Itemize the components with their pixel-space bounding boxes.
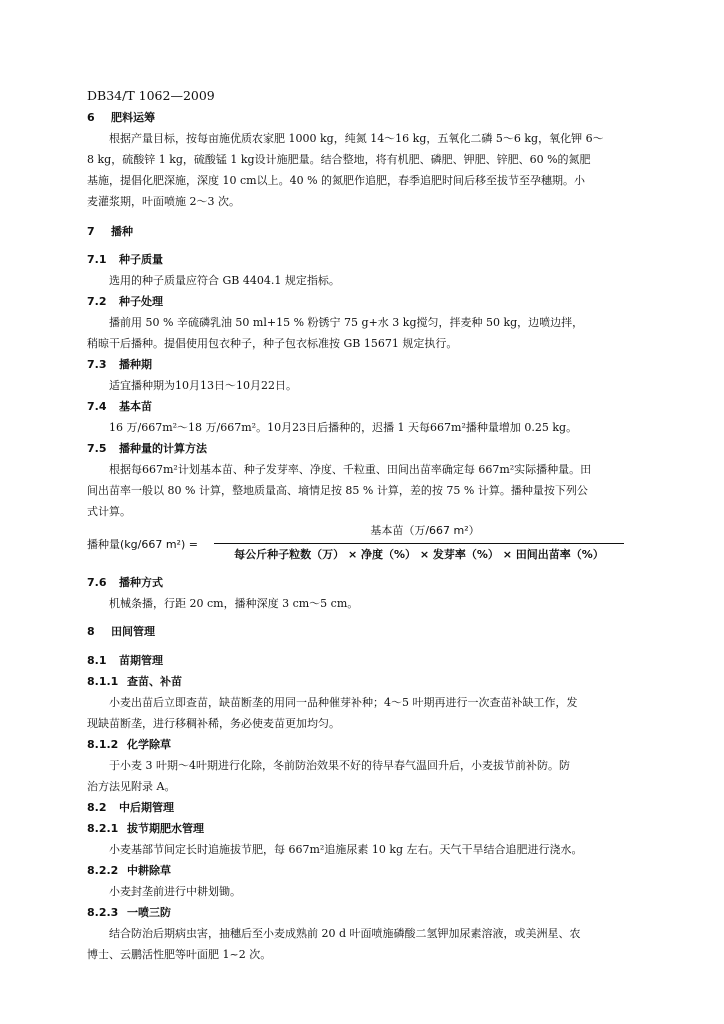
subsection-title: 种子处理 (119, 295, 163, 308)
paragraph-line: 选用的种子质量应符合 GB 4404.1 规定指标。 (109, 274, 340, 287)
paragraph-line: 于小麦 3 叶期～4叶期进行化除，冬前防治效果不好的待早春气温回升后，小麦拔节前补防。防 (109, 759, 570, 772)
paragraph-line: 麦灌浆期，叶面喷施 2～3 次。 (87, 195, 240, 208)
seeding-rate-formula (87, 522, 647, 568)
formula-numerator: 基本苗（万/667 m²） (370, 524, 480, 537)
subsection-heading (87, 249, 657, 270)
subsection-number: 8.2.1 (87, 822, 119, 835)
subsection-heading (87, 734, 657, 755)
subsection-title: 播种量的计算方法 (119, 442, 207, 455)
section-7-6 (87, 572, 657, 614)
subsection-heading (87, 797, 657, 818)
section-title: 田间管理 (111, 625, 155, 638)
paragraph-line: 16 万/667m²～18 万/667m²。10月23日后播种的，迟播 1 天每667m²播种量增加 0.25 kg。 (109, 421, 578, 434)
section-6 (87, 107, 657, 212)
paragraph-line: 式计算。 (87, 505, 131, 518)
section-number: 6 (87, 111, 95, 124)
subsection-title: 播种期 (119, 358, 152, 371)
subsection-heading (87, 671, 657, 692)
subsection-number: 7.1 (87, 253, 107, 266)
paragraph-line: 8 kg，硫酸锌 1 kg，硫酸锰 1 kg设计施肥量。结合整地，将有机肥、磷肥、钾肥、锌肥、60 %的氮肥 (87, 153, 591, 166)
formula-denominator: 每公斤种子粒数（万） × 净度（%） × 发芽率（%） × 田间出苗率（%） (234, 548, 604, 561)
standard-code: DB34/T 1062—2009 (87, 88, 215, 103)
paragraph-line: 间出苗率一般以 80 % 计算，整地质量高、墒情足按 85 % 计算，差的按 75 % 计算。播种量按下列公 (87, 484, 588, 497)
subsection-number: 7.3 (87, 358, 107, 371)
subsection-title: 播种方式 (119, 576, 163, 589)
fraction-bar (214, 543, 624, 544)
section-7 (87, 221, 657, 242)
subsection-title: 拔节期肥水管理 (127, 822, 204, 835)
subsection-number: 7.2 (87, 295, 107, 308)
formula-lhs: 播种量(kg/667 m²) = (87, 538, 198, 551)
subsection-heading (87, 354, 657, 375)
subsection-title: 种子质量 (119, 253, 163, 266)
paragraph-line: 基施，提倡化肥深施，深度 10 cm以上。40 % 的氮肥作追肥，春季追肥时间后移至拔节至孕穗期。小 (87, 174, 586, 187)
paragraph-line: 治方法见附录 A。 (87, 780, 176, 793)
subsection-number: 8.1.1 (87, 675, 119, 688)
section-7-1 (87, 249, 657, 522)
subsection-number: 7.6 (87, 576, 107, 589)
section-number: 7 (87, 225, 95, 238)
subsection-number: 8.1 (87, 654, 107, 667)
section-heading (87, 621, 657, 642)
section-heading (87, 221, 657, 242)
subsection-number: 7.4 (87, 400, 107, 413)
subsection-heading (87, 818, 657, 839)
section-title: 肥料运筹 (111, 111, 155, 124)
paragraph-line: 稍晾干后播种。提倡使用包衣种子，种子包衣标准按 GB 15671 规定执行。 (87, 337, 458, 350)
subsection-heading (87, 572, 657, 593)
paragraph-line: 根据每667m²计划基本苗、种子发芽率、净度、千粒重、田间出苗率确定每 667m²实际播种量。田 (109, 463, 592, 476)
subsection-heading (87, 396, 657, 417)
subsection-title: 苗期管理 (119, 654, 163, 667)
subsection-title: 基本苗 (119, 400, 152, 413)
paragraph-line: 播前用 50 % 辛硫磷乳油 50 ml+15 % 粉锈宁 75 g+水 3 kg搅匀，拌麦种 50 kg，边喷边拌， (109, 316, 584, 329)
subsection-number: 8.1.2 (87, 738, 119, 751)
paragraph-line: 博士、云鹏活性肥等叶面肥 1~2 次。 (87, 948, 272, 961)
paragraph-line: 小麦基部节间定长时追施拔节肥，每 667m²追施尿素 10 kg 左右。天气干旱结合追肥进行浇水。 (109, 843, 583, 856)
subsection-heading (87, 438, 657, 459)
subsection-title: 查苗、补苗 (127, 675, 182, 688)
section-number: 8 (87, 625, 95, 638)
paragraph-line: 结合防治后期病虫害，抽穗后至小麦成熟前 20 d 叶面喷施磷酸二氢钾加尿素溶液，或美洲星、农 (109, 927, 581, 940)
paragraph-line: 根据产量目标，按每亩施优质农家肥 1000 kg，纯氮 14～16 kg，五氧化二磷 5～6 kg，氧化钾 6～ (109, 132, 604, 145)
subsection-title: 中后期管理 (119, 801, 174, 814)
subsection-heading (87, 291, 657, 312)
subsection-heading (87, 902, 657, 923)
subsection-number: 7.5 (87, 442, 107, 455)
section-title: 播种 (111, 225, 133, 238)
subsection-title: 化学除草 (127, 738, 171, 751)
section-heading (87, 107, 657, 128)
paragraph-line: 机械条播，行距 20 cm，播种深度 3 cm～5 cm。 (109, 597, 359, 610)
subsection-heading (87, 860, 657, 881)
subsection-title: 一喷三防 (127, 906, 171, 919)
paragraph-line: 现缺苗断垄，进行移稠补稀，务必使麦苗更加均匀。 (87, 717, 340, 730)
subsection-number: 8.2 (87, 801, 107, 814)
paragraph-line: 小麦封垄前进行中耕划锄。 (109, 885, 241, 898)
paragraph-line: 适宜播种期为10月13日～10月22日。 (109, 379, 297, 392)
subsection-heading (87, 650, 657, 671)
subsection-title: 中耕除草 (127, 864, 171, 877)
section-8-1 (87, 650, 657, 965)
subsection-number: 8.2.3 (87, 906, 119, 919)
section-8 (87, 621, 657, 642)
subsection-number: 8.2.2 (87, 864, 119, 877)
paragraph-line: 小麦出苗后立即查苗，缺苗断垄的用同一品种催芽补种；4～5 叶期再进行一次查苗补缺工作，发 (109, 696, 578, 709)
